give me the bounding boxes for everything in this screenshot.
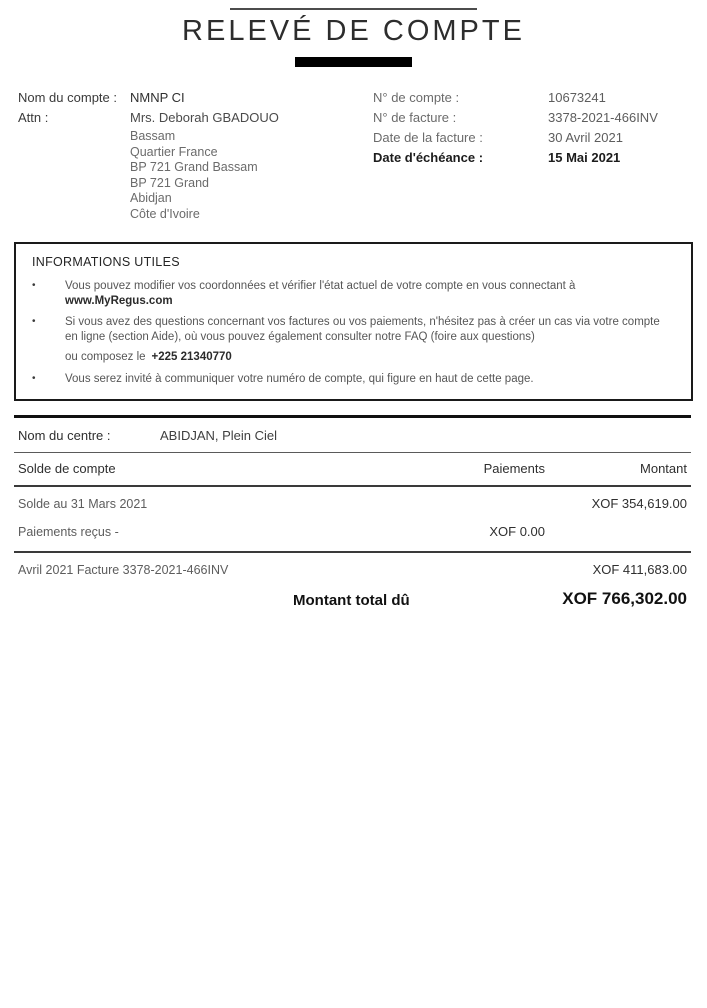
col-header-paiements: Paiements [483, 460, 545, 476]
due-date-value: 15 Mai 2021 [548, 150, 621, 165]
myregus-link-text: www.MyRegus.com [65, 294, 173, 307]
address-line: Côte d'Ivoire [130, 206, 200, 221]
invoice-date-value: 30 Avril 2021 [548, 130, 623, 145]
info-box-title: INFORMATIONS UTILES [32, 255, 180, 269]
account-name-value: NMNP CI [130, 90, 185, 105]
info-bullet-2 [32, 315, 675, 344]
info-bullet-1 [32, 279, 675, 308]
total-due-amount: XOF 766,302.00 [562, 588, 687, 608]
due-date-label: Date d'échéance : [373, 150, 484, 165]
header-black-bar [295, 57, 412, 67]
bullet-icon: • [32, 316, 36, 327]
total-due-label: Montant total dû [293, 591, 410, 609]
row-description: Paiements reçus - [18, 524, 119, 539]
account-name-label: Nom du compte : [18, 90, 117, 105]
info-bullet-3 [32, 372, 675, 387]
centre-name-value: ABIDJAN, Plein Ciel [160, 427, 278, 443]
info-bullet-2-text: Si vous avez des questions concernant vos factures ou vos paiements, n'hésitez pas à créer un cas via votre compte en ligne (section Aide), où vous pouvez également consulter notre FAQ (foire aux questions) [65, 316, 660, 343]
info-bullet-3-text: Vous serez invité à communiquer votre numéro de compte, qui figure en haut de cette page. [65, 373, 534, 385]
postal-address [130, 129, 279, 222]
account-left-column [18, 88, 279, 222]
phone-number: +225 21340770 [151, 351, 232, 363]
bullet-icon: • [32, 373, 36, 384]
phone-prefix: ou composez le [65, 351, 146, 363]
row-montant: XOF 354,619.00 [591, 495, 687, 511]
info-bullet-1-plain: Vous pouvez modifier vos coordonnées et vérifier l'état actuel de votre compte en vous connectant à [65, 280, 576, 292]
centre-name-row [0, 418, 707, 452]
header-top-rule [230, 8, 477, 10]
invoice-number-row [373, 108, 658, 128]
centre-name-label: Nom du centre : [18, 427, 111, 443]
phone-line [65, 351, 675, 363]
account-number-value: 10673241 [548, 90, 606, 105]
table-row [0, 515, 707, 551]
row-description: Avril 2021 Facture 3378-2021-466INV [18, 562, 229, 577]
table-row [0, 553, 707, 581]
invoice-number-value: 3378-2021-466INV [548, 110, 658, 125]
useful-info-box [14, 242, 693, 401]
invoice-number-label: N° de facture : [373, 110, 457, 125]
statement-page [0, 8, 707, 1008]
page-title: RELEVÉ DE COMPTE [182, 15, 525, 47]
col-header-montant: Montant [640, 460, 687, 476]
row-description: Solde au 31 Mars 2021 [18, 496, 148, 511]
col-header-description: Solde de compte [18, 460, 116, 476]
attn-row [18, 108, 279, 128]
invoice-date-label: Date de la facture : [373, 130, 483, 145]
account-name-row [18, 88, 279, 108]
info-bullet-1-text [65, 279, 675, 308]
attn-label: Attn : [18, 110, 49, 125]
address-line: BP 721 Grand [130, 175, 209, 190]
due-date-row [373, 148, 658, 168]
account-number-label: N° de compte : [373, 90, 460, 105]
balance-table-header [0, 453, 707, 485]
account-number-row [373, 88, 658, 108]
address-line: Quartier France [130, 144, 218, 159]
address-line: Bassam [130, 129, 176, 143]
invoice-date-row [373, 128, 658, 148]
table-row [0, 487, 707, 515]
account-info-section [18, 88, 707, 226]
address-line: BP 721 Grand Bassam [130, 160, 258, 174]
attn-value: Mrs. Deborah GBADOUO [130, 110, 279, 125]
address-line: Abidjan [130, 191, 172, 205]
row-paiements: XOF 0.00 [489, 523, 545, 539]
invoice-meta-column [373, 88, 658, 168]
bullet-icon: • [32, 280, 36, 291]
total-due-row [0, 589, 707, 619]
row-montant: XOF 411,683.00 [592, 561, 687, 577]
